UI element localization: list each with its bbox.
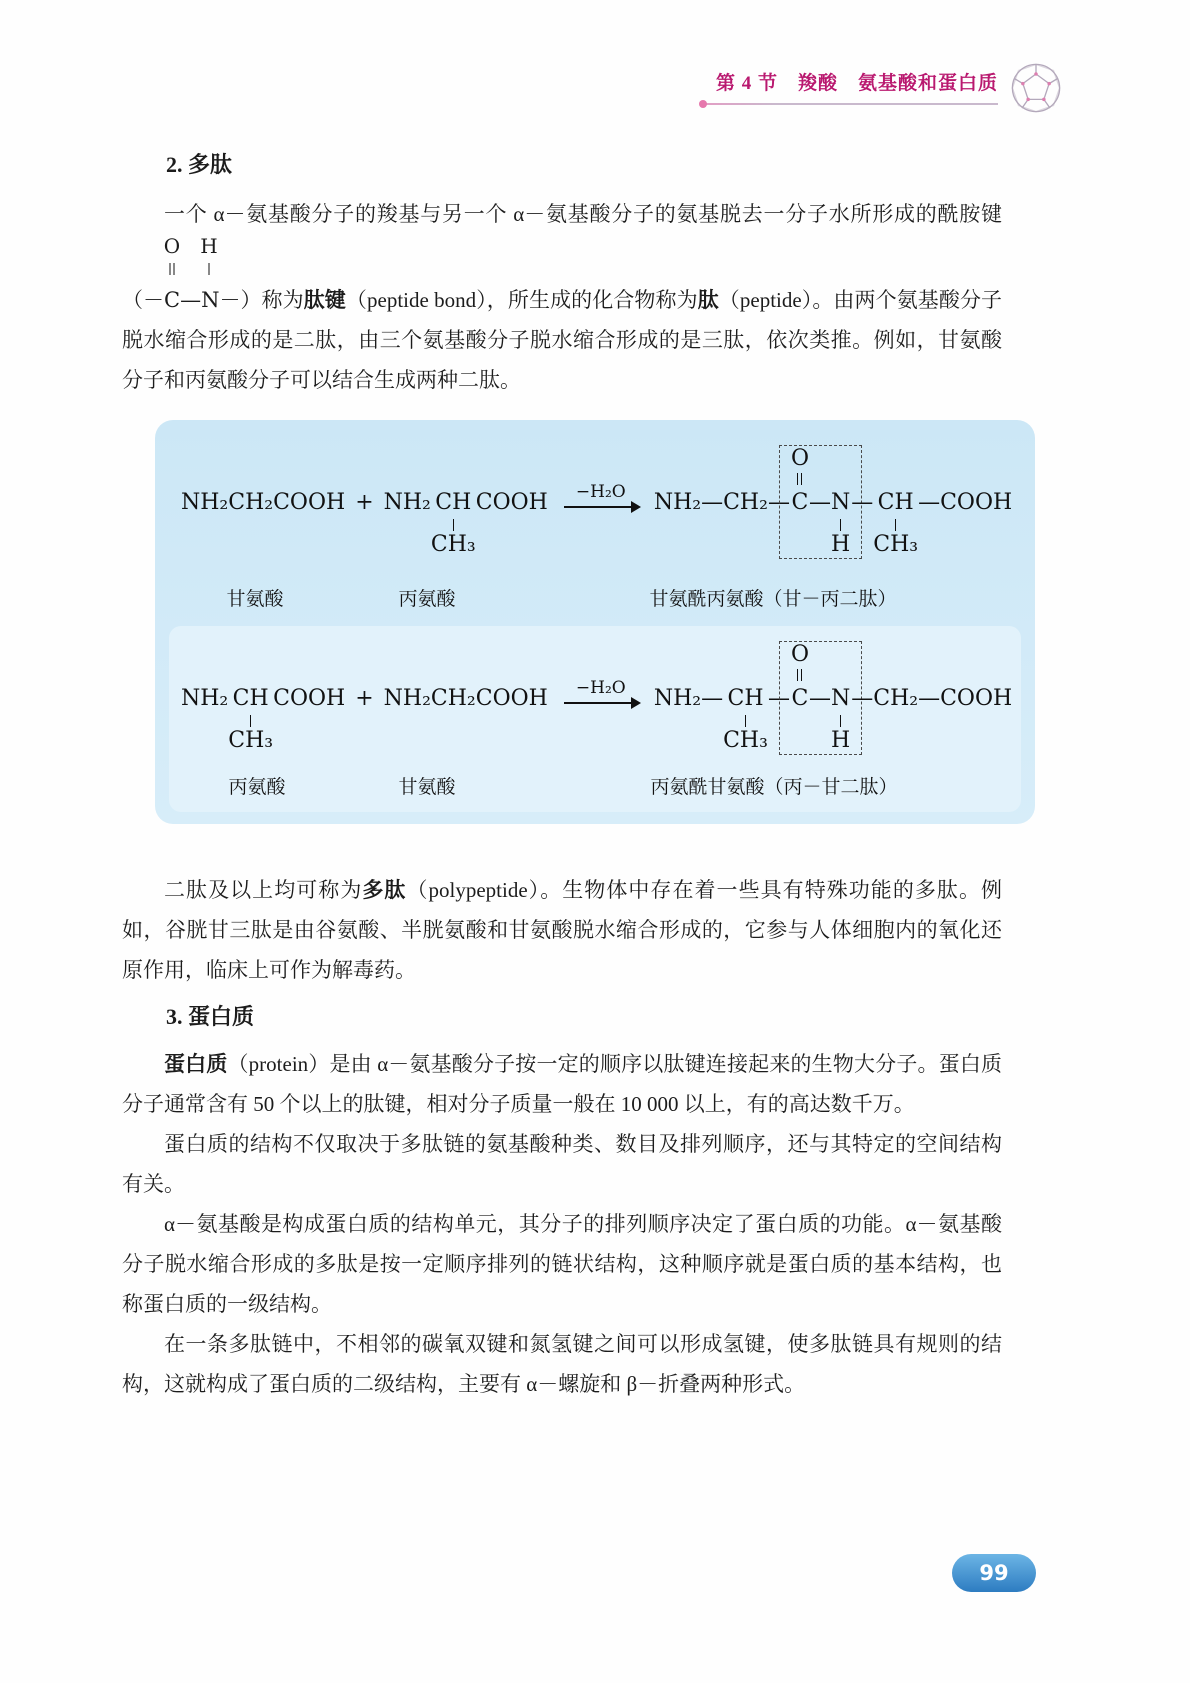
oxygen-atom: O [790, 446, 809, 471]
reaction-arrow [564, 678, 638, 718]
amide-open-paren: （－ [122, 288, 164, 312]
single-bond-icon [840, 519, 841, 531]
reaction-2-panel [169, 626, 1021, 812]
reaction-1 [155, 444, 1035, 612]
methylene-group: CH₂ [873, 685, 919, 711]
oxygen-atom: O [790, 642, 809, 667]
amide-nitrogen [831, 642, 850, 754]
reaction-2 [169, 640, 1021, 800]
methyl-group: CH₃ [723, 728, 768, 753]
reaction-2-formula-row [169, 640, 1021, 756]
single-bond-icon [209, 263, 210, 275]
page-body [122, 136, 1013, 1404]
text-run: （polypeptide）。生物体中存在着一些具有特殊功能的多肽。例如，谷胱甘三肽是由谷氨酸、半胱氨酸和甘氨酸脱水缩合形成的，它参与人体细胞内的氧化还原作用，临床上可作为解毒药。 [122, 878, 1003, 982]
bond: — [918, 685, 941, 711]
methyl-group: CH₃ [873, 532, 919, 557]
ch-group: CH [727, 685, 764, 711]
amino-group: NH₂ [383, 489, 431, 515]
amino-group: NH₂ [653, 685, 702, 711]
alpha-carbon [228, 642, 273, 754]
text-run: 二肽及以上均可称为 [164, 878, 363, 902]
text-run: （peptide）。由两个氨基酸分子脱水缩合形成的是二肽，由三个氨基酸分子脱水缩合形成的是三肽，依次类推。例如，甘氨酸分子和丙氨酸分子可以结合生成两种二肽。 [122, 288, 1003, 392]
plus-sign: + [355, 685, 374, 711]
amide-close-paren: －） [219, 288, 262, 312]
text-run: 称为 [261, 288, 304, 312]
carboxyl-group: COOH [940, 685, 1013, 711]
dipeptide-label: 丙氨酰甘氨酸（丙－甘二肽） [650, 777, 898, 798]
bond: — [701, 685, 724, 711]
bond: — [767, 685, 790, 711]
heading-protein: 3. 蛋白质 [166, 1004, 255, 1029]
carbonyl-carbon [791, 642, 809, 754]
text-run: （peptide bond），所生成的化合物称为 [345, 288, 698, 312]
nitrogen-atom: N [830, 489, 851, 515]
term-peptide-bond: 肽键 [303, 288, 346, 312]
glycine-formula: NH₂CH₂COOH [383, 685, 548, 711]
alanine-label: 丙氨酸 [228, 777, 286, 798]
text-run: 一个 α－氨基酸分子的羧基与另一个 α－氨基酸分子的氨基脱去一分子水所形成的酰胺键 [164, 202, 1002, 226]
glycine-label: 甘氨酸 [226, 589, 284, 610]
page-number-badge [952, 1554, 1036, 1592]
minus-water-label: −H₂O [575, 482, 626, 502]
amide-bond-structure [122, 234, 261, 320]
paragraph-primary-structure: α－氨基酸是构成蛋白质的结构单元，其分子的排列顺序决定了蛋白质的功能。α－氨基酸分子脱水缩合形成的多肽是按一定顺序排列的链状结构，这种顺序就是蛋白质的基本结构，也称蛋白质的一级结构。 [122, 1212, 1002, 1316]
arrow-icon [564, 702, 638, 704]
plus-sign: + [355, 489, 374, 515]
cn-bond: — [180, 288, 202, 312]
peptide-bond-dashed-box [779, 641, 862, 755]
ch-group: CH [435, 489, 472, 515]
double-bond-icon [797, 669, 802, 681]
amino-group: NH₂ [181, 685, 229, 711]
glycine-formula: NH₂CH₂COOH [181, 489, 346, 515]
single-bond-icon [745, 715, 746, 727]
reaction-arrow [564, 482, 638, 522]
amide-nitrogen [831, 446, 850, 558]
term-protein: 蛋白质 [164, 1052, 228, 1076]
header-dot-icon [699, 100, 707, 108]
alpha-carbon [431, 446, 476, 558]
product-2-structure [654, 641, 1012, 755]
bond: — [808, 489, 831, 515]
bond: — [851, 685, 874, 711]
carboxyl-group: COOH [273, 685, 346, 711]
term-peptide: 肽 [697, 288, 719, 312]
methylene-group: CH₂ [723, 489, 768, 515]
carbonyl-carbon: C [164, 288, 181, 312]
paragraph-secondary-structure: 在一条多肽链中，不相邻的碳氧双键和氮氢键之间可以形成氢键，使多肽链具有规则的结构，这就构成了蛋白质的二级结构，主要有 α－螺旋和 β－折叠两种形式。 [122, 1332, 1002, 1396]
single-bond-icon [840, 715, 841, 727]
hydrogen-atom: H [200, 234, 218, 258]
fullerene-icon [1008, 60, 1064, 116]
text-run: （protein）是由 α－氨基酸分子按一定的顺序以肽键连接起来的生物大分子。蛋白质分子通常含有 50 个以上的肽键，相对分子质量一般在 10 000 以上，有的高达数千万。 [122, 1052, 1003, 1116]
carbon-atom: C [791, 685, 809, 711]
paragraph-polypeptide [122, 870, 1002, 990]
page-number: 99 [979, 1561, 1009, 1585]
product-1-structure [654, 445, 1012, 559]
double-bond-icon [170, 263, 175, 275]
amide-nitrogen: N [201, 288, 220, 312]
glycine-label: 甘氨酸 [398, 777, 456, 798]
single-bond-icon [895, 519, 896, 531]
arrow-icon [564, 506, 638, 508]
methyl-group: CH₃ [228, 728, 274, 753]
bond: — [808, 685, 831, 711]
hydrogen-atom: H [831, 532, 851, 557]
header-rule [702, 103, 998, 105]
ch-group: CH [877, 489, 914, 515]
hydrogen-atom: H [831, 728, 851, 753]
paragraph-protein [122, 1044, 1002, 1124]
methyl-group: CH₃ [430, 532, 476, 557]
heading-peptide: 2. 多肽 [166, 152, 233, 177]
alanine-formula [181, 642, 345, 754]
carbon-atom: C [791, 489, 809, 515]
bond: — [701, 489, 724, 515]
minus-water-label: −H₂O [575, 678, 626, 698]
reaction-box [155, 420, 1035, 824]
bond: — [851, 489, 874, 515]
paragraph-peptide-intro [122, 194, 1002, 400]
carboxyl-group: COOH [940, 489, 1013, 515]
bond: — [767, 489, 790, 515]
amino-group: NH₂ [653, 489, 702, 515]
peptide-bond-dashed-box [779, 445, 862, 559]
term-polypeptide: 多肽 [362, 878, 407, 902]
alanine-formula [384, 446, 548, 558]
section-title: 第 4 节 羧酸 氨基酸和蛋白质 [715, 73, 998, 94]
carboxyl-group: COOH [475, 489, 548, 515]
reaction-1-formula-row [155, 444, 1035, 560]
page-header [716, 72, 998, 105]
bond: — [918, 489, 941, 515]
double-bond-icon [797, 473, 802, 485]
single-bond-icon [250, 715, 251, 727]
single-bond-icon [453, 519, 454, 531]
ch-group: CH [232, 685, 269, 711]
alanine-label: 丙氨酸 [398, 589, 456, 610]
oxygen-atom: O [163, 234, 181, 258]
alpha-carbon [873, 446, 918, 558]
dipeptide-label: 甘氨酰丙氨酸（甘－丙二肽） [649, 589, 897, 610]
paragraph-protein-structure: 蛋白质的结构不仅取决于多肽链的氨基酸种类、数目及排列顺序，还与其特定的空间结构有关。 [122, 1132, 1002, 1196]
nitrogen-atom: N [830, 685, 851, 711]
carbonyl-carbon [791, 446, 809, 558]
alpha-carbon [723, 642, 768, 754]
